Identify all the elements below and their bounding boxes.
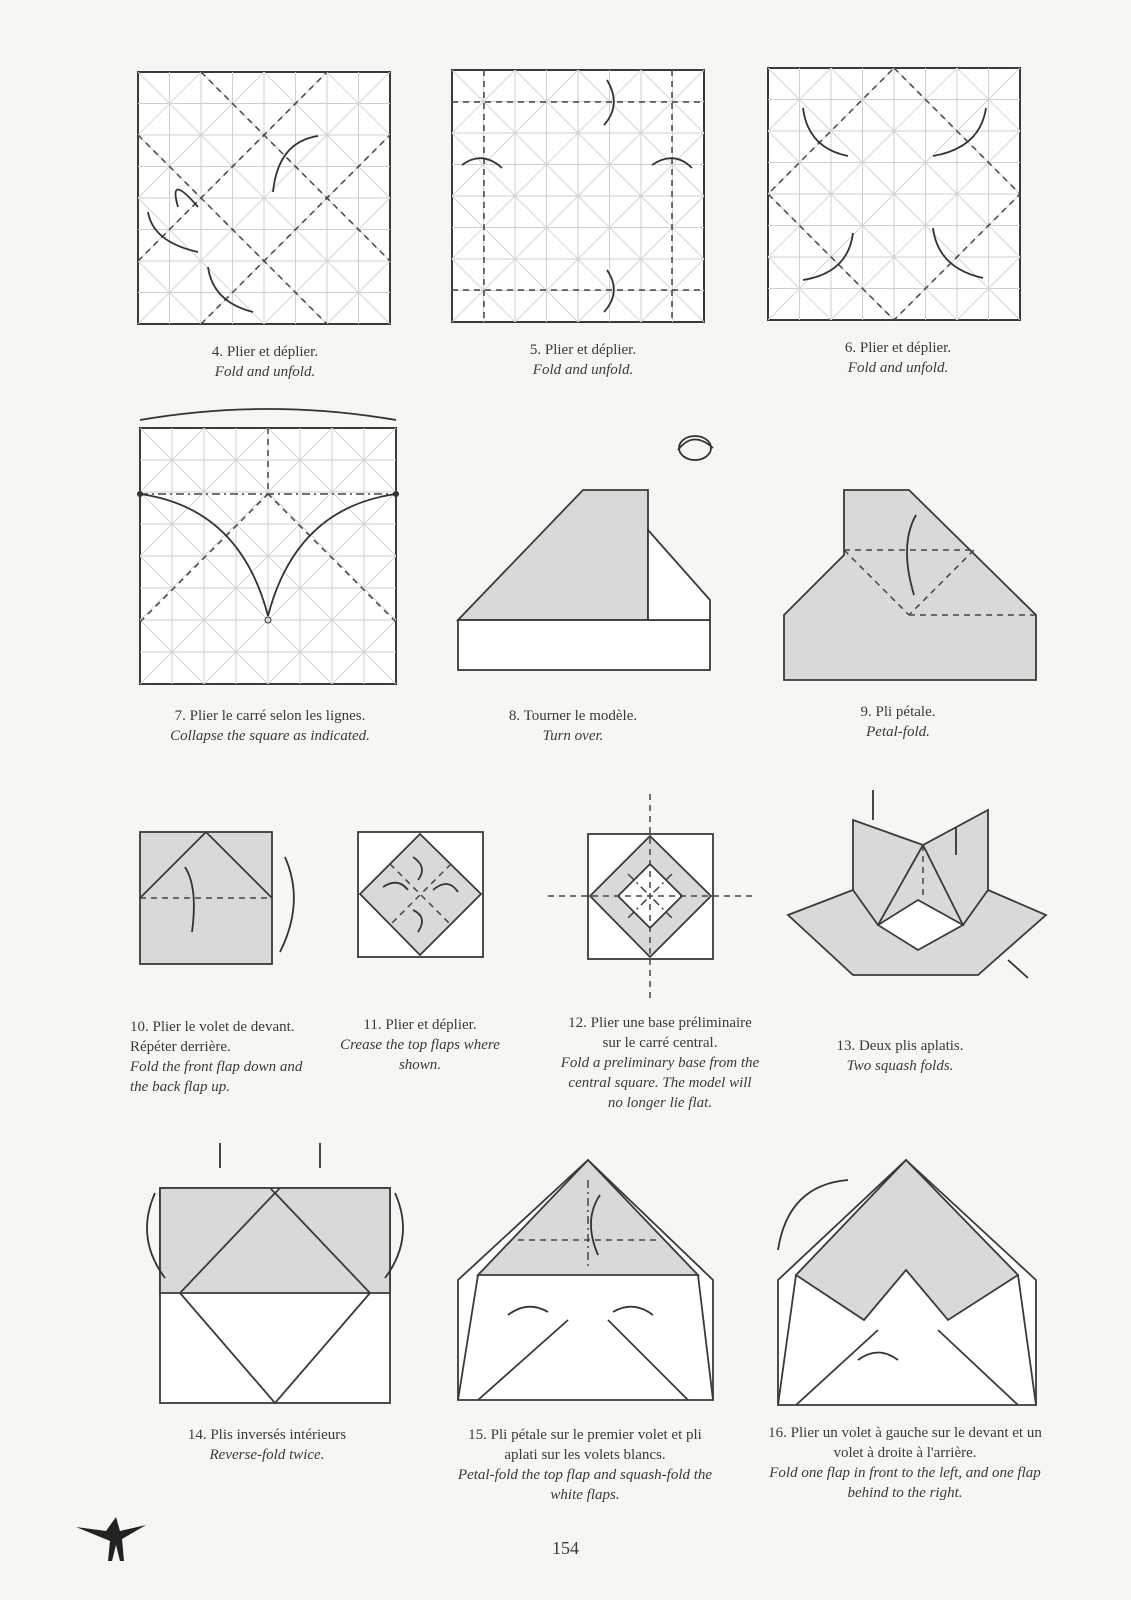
step-9-caption-fr: 9. Pli pétale. xyxy=(860,704,936,720)
step-8-caption-en: Turn over. xyxy=(542,728,604,744)
step-5-caption-en: Fold and unfold. xyxy=(532,362,634,378)
step-10-caption-fr: 10. Plier le volet de devant. Répéter derrière. xyxy=(130,1019,295,1055)
step-13-caption-en: Two squash folds. xyxy=(846,1058,954,1074)
step-5-caption-fr: 5. Plier et déplier. xyxy=(529,342,637,358)
step-8-caption-fr: 8. Tourner le modèle. xyxy=(508,708,638,724)
page-number: 154 xyxy=(552,1538,579,1558)
step-6-caption-fr: 6. Plier et déplier. xyxy=(844,340,952,356)
step-16-caption-fr: 16. Plier un volet à gauche sur le devant et un volet à droite à l'arrière. xyxy=(768,1425,1042,1461)
step-14-caption-fr: 14. Plis inversés intérieurs xyxy=(187,1427,347,1443)
step-16-caption-en: Fold one flap in front to the left, and one flap behind to the right. xyxy=(769,1465,1041,1501)
step-11-caption-en: Crease the top flaps where shown. xyxy=(340,1037,500,1073)
step-9-caption-en: Petal-fold. xyxy=(866,724,930,740)
step-11-caption-fr: 11. Plier et déplier. xyxy=(363,1017,477,1033)
step-6-caption-en: Fold and unfold. xyxy=(847,360,949,376)
step-15-caption-en: Petal-fold the top flap and squash-fold the white flaps. xyxy=(457,1467,713,1503)
step-13-caption-fr: 13. Deux plis aplatis. xyxy=(836,1038,964,1054)
step-12-caption-fr: 12. Plier une base préliminaire sur le carré central. xyxy=(568,1015,752,1051)
step-12-caption-en: Fold a preliminary base from the central square. The model will no longer lie flat. xyxy=(560,1055,760,1111)
step-4-caption-en: Fold and unfold. xyxy=(214,364,316,380)
step-4-caption-fr: 4. Plier et déplier. xyxy=(211,344,319,360)
step-10-caption-en: Fold the front flap down and the back flap up. xyxy=(130,1059,303,1095)
step-14-caption-en: Reverse-fold twice. xyxy=(209,1447,325,1463)
step-7-caption-en: Collapse the square as indicated. xyxy=(170,728,370,744)
step-15-caption-fr: 15. Pli pétale sur le premier volet et pli aplati sur les volets blancs. xyxy=(468,1427,702,1463)
step-7-caption-fr: 7. Plier le carré selon les lignes. xyxy=(174,708,366,724)
